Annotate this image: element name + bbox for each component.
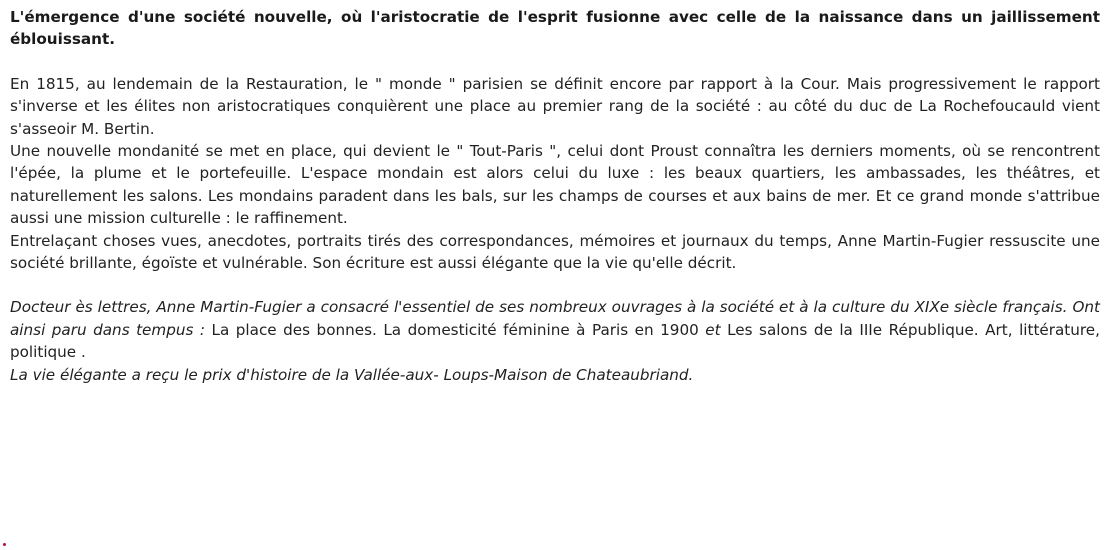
book-description [10,6,1100,386]
book-title-2: Les salons de la IIIe République. Art, littérature, politique [10,320,1100,362]
body-paragraph-1: En 1815, au lendemain de la Restauration, le " monde " parisien se définit encore par rapport à la Cour. Mais progressivement le rapport s'inverse et les élites non aristocratiques conquièrent une place au premier rang de la société : au côté du duc de La Rochefoucauld vient s'asseoir M. Bertin. [10,74,1100,138]
author-note-intro: Docteur ès lettres, Anne Martin-Fugier a consacré l'essentiel de ses nombreux ouvrages à la société et à la culture du XIXe siècle français. Ont ainsi paru dans tempus : [10,298,1100,339]
corner-dot [3,543,6,546]
book-title-1: La place des bonnes. La domesticité féminine à Paris en 1900 [211,320,699,339]
body-paragraph-2: Une nouvelle mondanité se met en place, qui devient le " Tout-Paris ", celui dont Proust connaîtra les derniers moments, où se rencontrent l'épée, la plume et le portefeuille. L'espace mondain est alors celui du luxe : les beaux quartiers, les ambassades, les théâtres, et naturellement les salons. Les mondains paradent dans les bals, sur les champs de courses et aux bains de mer. Et ce grand monde s'attribue aussi une mission culturelle : le raffinement. [10,142,1100,228]
author-note-end: . [76,343,86,362]
prize-note: La vie élégante a reçu le prix d'histoire de la Vallée-aux- Loups-Maison de Chateaubriand. [10,365,694,384]
author-note [10,296,1100,363]
description-lead: L'émergence d'une société nouvelle, où l'aristocratie de l'esprit fusionne avec celle de la naissance dans un jaillissement éblouissant. [10,8,1100,49]
author-note-connector: et [698,320,728,339]
body-paragraph-3: Entrelaçant choses vues, anecdotes, portraits tirés des correspondances, mémoires et journaux du temps, Anne Martin-Fugier ressuscite une société brillante, égoïste et vulnérable. Son écriture est aussi élégante que la vie qu'elle décrit. [10,231,1100,273]
